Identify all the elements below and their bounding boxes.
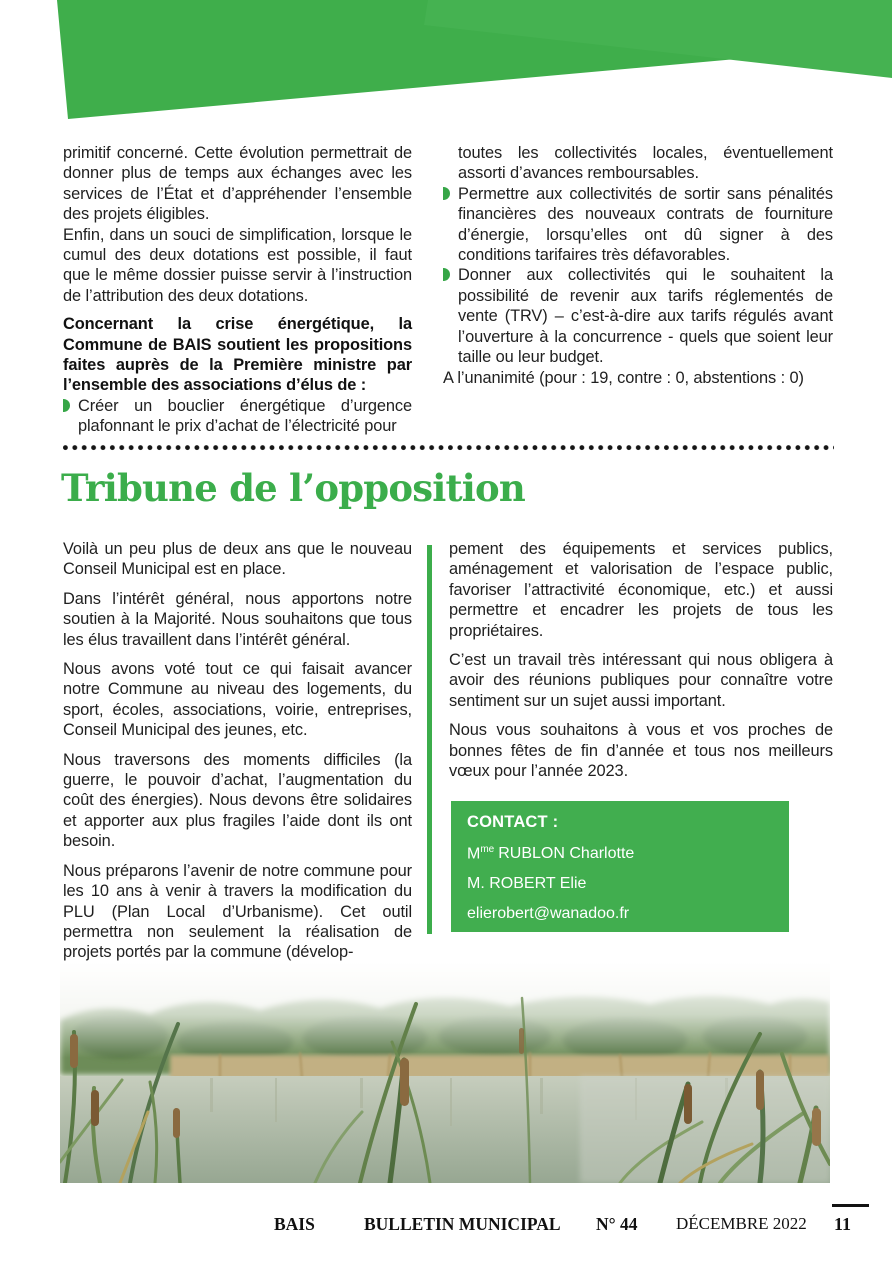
- footer-publication: BULLETIN MUNICIPAL: [364, 1214, 561, 1234]
- contact-name-1-rest: RUBLON Charlotte: [498, 845, 635, 863]
- paragraph: primitif concerné. Cette évolution permettrait de donner plus de temps aux échanges avec les services de l’État et d’appréhender l’ensemble des projets éligibles.: [63, 144, 412, 224]
- paragraph: Enfin, dans un souci de simplification, lorsque le cumul des deux dotations est possible, il faut que le même dossier puisse servir à l’instruction de l’attribution des deux dotations.: [63, 225, 412, 305]
- contact-name-2: M. ROBERT Elie: [467, 875, 587, 893]
- paragraph: Voilà un peu plus de deux ans que le nouveau Conseil Municipal est en place.: [63, 540, 412, 579]
- top-section-left-column: [63, 143, 412, 437]
- contact-box: [451, 801, 789, 932]
- list-item-text: Donner aux collectivités qui le souhaitent la possibilité de revenir aux tarifs réglementés de vente (TRV) – c’est-à-dire aux tarifs régulés avant l’ouverture à la concurrence - quels que soient leur taille ou leur budget.: [458, 266, 833, 367]
- contact-email: elierobert@wanadoo.fr: [467, 905, 630, 923]
- list-item-text: Créer un bouclier énergétique d’urgence plafonnant le prix d’achat de l’électricité pour: [78, 396, 412, 436]
- pond-with-reeds-photo: [60, 962, 830, 1183]
- paragraph: Nous avons voté tout ce qui faisait avancer notre Commune au niveau des logements, du sport, écoles, associations, voirie, entreprises, Conseil Municipal des jeunes, etc.: [63, 660, 412, 740]
- footer-date: DÉCEMBRE 2022: [676, 1214, 807, 1233]
- column-divider: [427, 545, 432, 934]
- list-item: [63, 396, 412, 437]
- dotted-separator: [63, 445, 834, 451]
- contact-name-1-sup: me: [480, 844, 495, 855]
- header-green-band: [0, 0, 892, 125]
- paragraph: pement des équipements et services publics, aménagement et valorisation de l’espace public, favoriser l’attractivité économique, etc.) et aussi permettre et encadrer les projets de tous les propriétaires.: [449, 540, 833, 640]
- green-bullet-icon: [63, 399, 70, 412]
- footer-commune: BAIS: [274, 1214, 315, 1234]
- green-bullet-icon: [443, 268, 450, 281]
- paragraph: Nous traversons des moments difficiles (la guerre, le pouvoir d’achat, l’augmentation du coût des énergies). Nous devons être solidaires et apporter aux plus fragiles l’aide dont ils ont besoin.: [63, 750, 412, 851]
- paragraph: Dans l’intérêt général, nous apportons notre soutien à la Majorité. Nous souhaitons que tous les élus travaillent dans l’intérêt général.: [63, 589, 412, 649]
- section-title: Tribune de l’opposition: [61, 466, 526, 510]
- list-item-text: Permettre aux collectivités de sortir sans pénalités financières des nouveaux contrats de fourniture d’énergie, lorsqu’elles ont dû signer à des conditions tarifaires très défavorables.: [458, 184, 833, 265]
- footer-rule: [832, 1204, 869, 1207]
- bold-intro-paragraph: Concernant la crise énergétique, la Commune de BAIS soutient les propositions faites auprès de la Première ministre par l’ensemble des associations d’élus de :: [63, 315, 412, 395]
- contact-name-1: [467, 844, 773, 863]
- fog-overlay: [60, 962, 830, 1058]
- reed-bank: [170, 1055, 830, 1079]
- paragraph: C’est un travail très intéressant qui nous obligera à avoir des réunions publiques pour connaître votre sentiment sur un sujet aussi important.: [449, 651, 833, 710]
- paragraph: Nous préparons l’avenir de notre commune pour les 10 ans à venir à travers la modification du PLU (Plan Local d’Urbanisme). Cet outil permettra non seulement la réalisation de projets portés par la commune (dévelop-: [63, 861, 412, 962]
- footer-issue-number: N° 44: [596, 1214, 638, 1234]
- footer-page-number: 11: [834, 1214, 852, 1234]
- vote-result-line: A l’unanimité (pour : 19, contre : 0, abstentions : 0): [443, 369, 804, 388]
- list-item: [443, 184, 833, 266]
- contact-title: CONTACT :: [467, 813, 559, 831]
- list-item: [443, 265, 833, 367]
- paragraph-continuation: toutes les collectivités locales, éventuellement assorti d’avances remboursables.: [458, 144, 833, 183]
- contact-name-1-prefix: M: [467, 845, 481, 863]
- green-bullet-icon: [443, 187, 450, 200]
- tribune-right-column: [449, 539, 833, 790]
- top-section-right-column: [443, 143, 833, 389]
- tribune-left-column: [63, 539, 412, 972]
- paragraph: Nous vous souhaitons à vous et vos proches de bonnes fêtes de fin d’année et tous nos meilleurs vœux pour l’année 2023.: [449, 721, 833, 781]
